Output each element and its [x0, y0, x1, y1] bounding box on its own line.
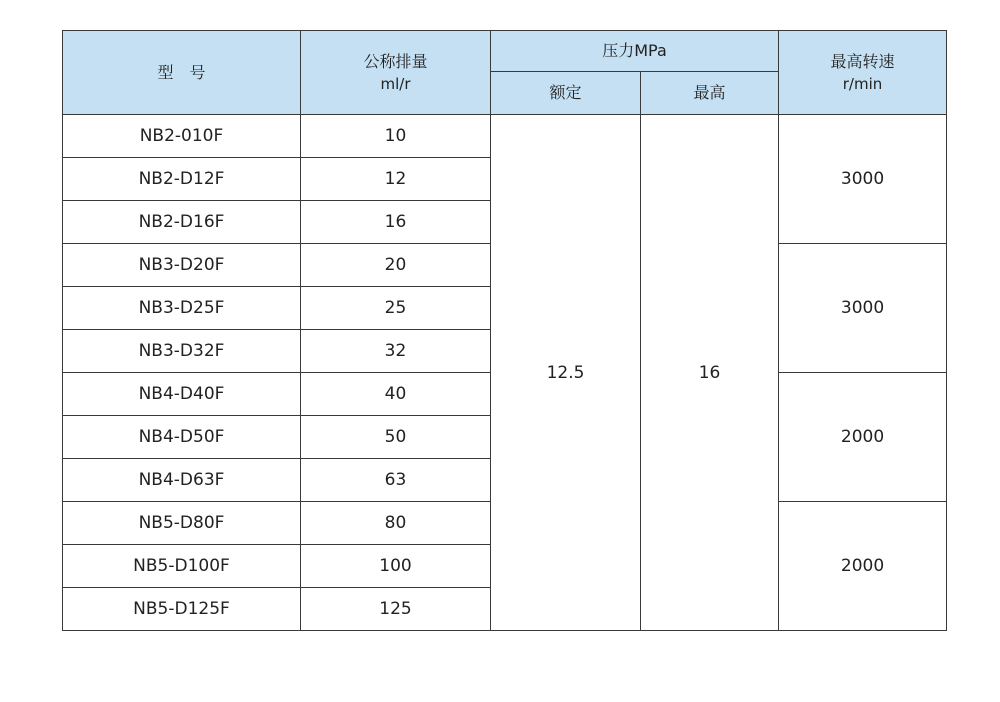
cell-max-speed: 3000 [779, 115, 947, 244]
cell-model: NB3-D20F [63, 244, 301, 287]
header-max-speed-unit: r/min [842, 74, 883, 93]
header-displacement-unit: ml/r [380, 74, 411, 93]
cell-model: NB2-010F [63, 115, 301, 158]
cell-displacement: 100 [301, 545, 491, 588]
header-max-speed-label: 最高转速 [830, 51, 895, 71]
cell-max-speed: 2000 [779, 373, 947, 502]
header-displacement-label: 公称排量 [363, 51, 428, 71]
cell-displacement: 32 [301, 330, 491, 373]
cell-model: NB4-D40F [63, 373, 301, 416]
table-row [63, 115, 947, 158]
cell-model: NB3-D25F [63, 287, 301, 330]
cell-displacement: 10 [301, 115, 491, 158]
header-max-speed [779, 31, 947, 115]
cell-displacement: 50 [301, 416, 491, 459]
cell-displacement: 12 [301, 158, 491, 201]
cell-model: NB3-D32F [63, 330, 301, 373]
cell-rated-pressure: 12.5 [491, 115, 641, 631]
spec-table-container [62, 30, 946, 631]
cell-model: NB5-D100F [63, 545, 301, 588]
cell-displacement: 25 [301, 287, 491, 330]
cell-model: NB5-D125F [63, 588, 301, 631]
cell-displacement: 16 [301, 201, 491, 244]
cell-displacement: 20 [301, 244, 491, 287]
cell-max-speed: 2000 [779, 502, 947, 631]
cell-displacement: 63 [301, 459, 491, 502]
cell-model: NB4-D63F [63, 459, 301, 502]
header-pressure-rated: 额定 [491, 72, 641, 115]
header-pressure-max: 最高 [641, 72, 779, 115]
cell-max-speed: 3000 [779, 244, 947, 373]
cell-displacement: 40 [301, 373, 491, 416]
cell-model: NB5-D80F [63, 502, 301, 545]
cell-model: NB4-D50F [63, 416, 301, 459]
cell-max-pressure: 16 [641, 115, 779, 631]
cell-model: NB2-D12F [63, 158, 301, 201]
header-model: 型 号 [63, 31, 301, 115]
cell-displacement: 80 [301, 502, 491, 545]
pump-spec-table [62, 30, 947, 631]
cell-displacement: 125 [301, 588, 491, 631]
header-displacement [301, 31, 491, 115]
header-pressure: 压力MPa [491, 31, 779, 72]
cell-model: NB2-D16F [63, 201, 301, 244]
